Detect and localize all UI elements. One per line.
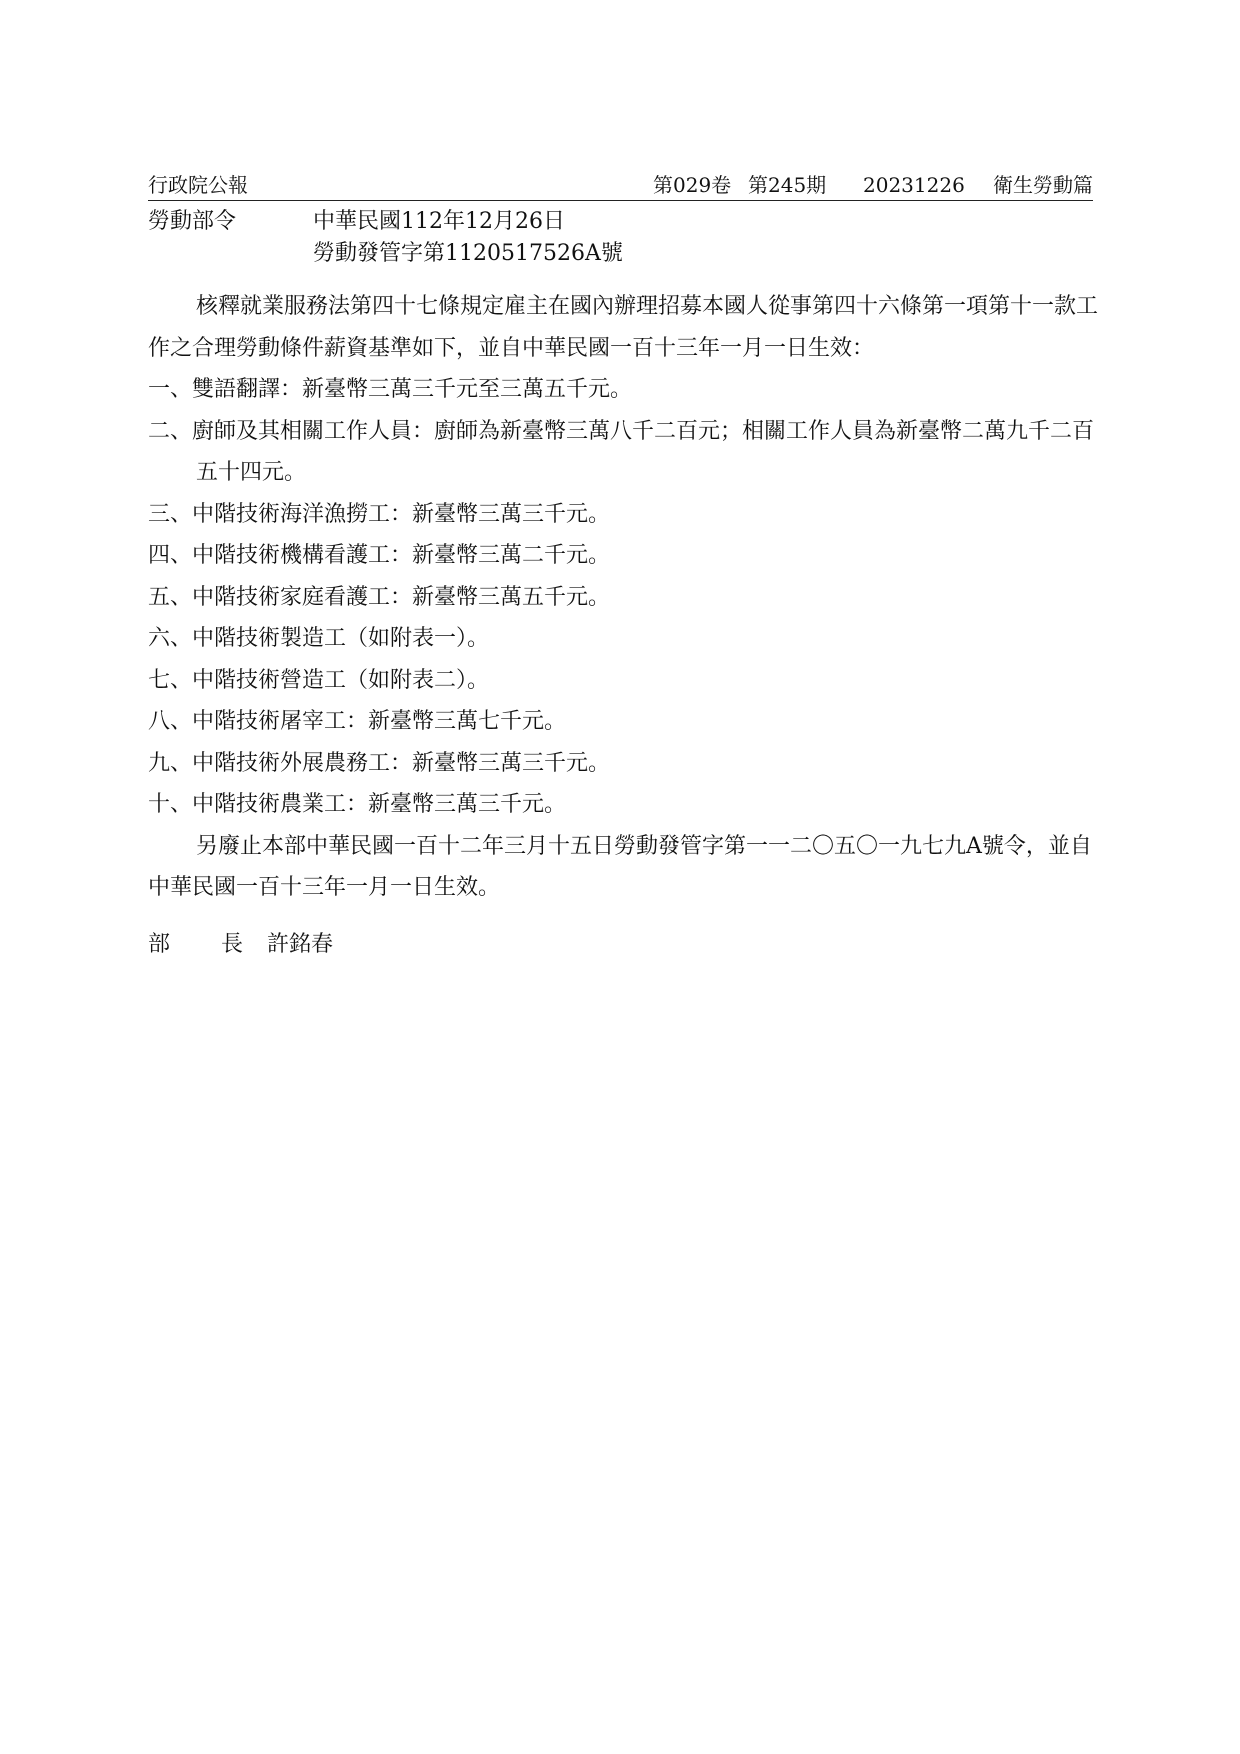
closing-paragraph: 另廢止本部中華民國一百十二年三月十五日勞動發管字第一一二〇五〇一九七九A號令，並自中華民國一百十三年一月一日生效。 — [148, 833, 1092, 900]
list-item: 六、中階技術製造工（如附表一）。 — [148, 626, 490, 651]
order-body — [148, 286, 1098, 909]
signature-block — [148, 925, 333, 965]
volume-number: 第029卷 — [653, 173, 732, 197]
intro-paragraph: 核釋就業服務法第四十七條規定雇主在國內辦理招募本國人從事第四十六條第一項第十一款工作之合理勞動條件薪資基準如下，並自中華民國一百十三年一月一日生效： — [148, 294, 1099, 361]
list-item: 三、中階技術海洋漁撈工：新臺幣三萬三千元。 — [148, 501, 611, 527]
list-item: 四、中階技術機構看護工：新臺幣三萬二千元。 — [148, 543, 611, 568]
list-item: 七、中階技術營造工（如附表二）。 — [148, 667, 490, 693]
signature-name: 許銘春 — [267, 932, 334, 957]
list-item: 九、中階技術外展農務工：新臺幣三萬三千元。 — [148, 750, 611, 776]
list-item: 十、中階技術農業工：新臺幣三萬三千元。 — [148, 792, 567, 817]
list-item: 八、中階技術屠宰工：新臺幣三萬七千元。 — [148, 709, 567, 734]
order-meta — [313, 206, 623, 270]
issue-date: 20231226 — [863, 173, 965, 197]
list-item: 二、廚師及其相關工作人員：廚師為新臺幣三萬八千二百元；相關工作人員為新臺幣二萬九千二百五十四元。 — [148, 418, 1095, 485]
publication-name: 行政院公報 — [148, 173, 248, 197]
order-issuer: 勞動部令 — [148, 209, 237, 234]
order-number: 勞動發管字第1120517526A號 — [313, 241, 623, 266]
issue-number: 第245期 — [748, 173, 827, 197]
list-item: 一、雙語翻譯：新臺幣三萬三千元至三萬五千元。 — [148, 377, 633, 402]
signature-title-part1: 部 — [148, 932, 171, 957]
section-name: 衛生勞動篇 — [993, 173, 1093, 197]
list-item: 五、中階技術家庭看護工：新臺幣三萬五千元。 — [148, 584, 611, 610]
gazette-header — [148, 170, 1093, 201]
order-date: 中華民國112年12月26日 — [313, 209, 565, 234]
signature-title-part2: 長 — [221, 932, 244, 957]
